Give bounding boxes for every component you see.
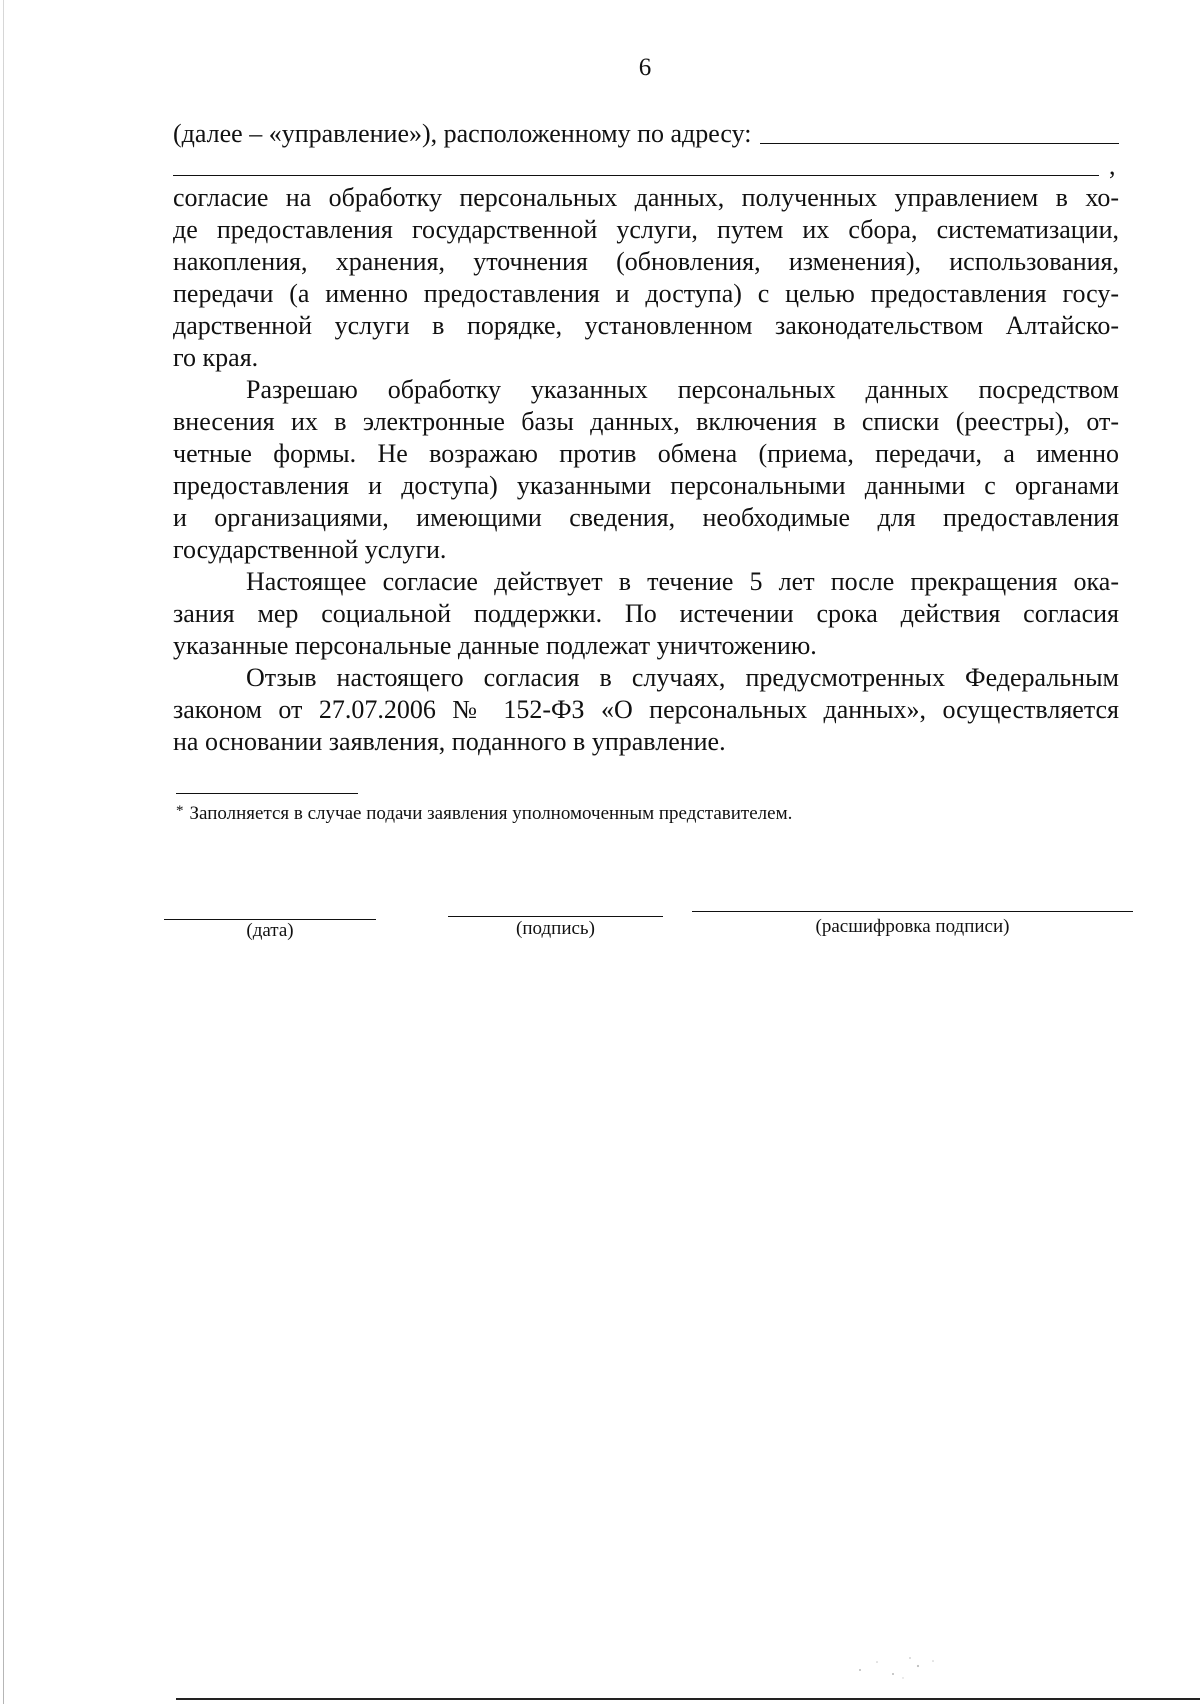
paragraph-line: Отзыв настоящего согласия в случаях, предусмотренных Федеральным xyxy=(246,663,1119,692)
address-comma: , xyxy=(1109,151,1116,180)
paragraph-line: указанные персональные данные подлежат уничтожению. xyxy=(173,631,817,660)
signature-label: (подпись) xyxy=(516,918,595,939)
paragraph-line: дарственной услуги в порядке, установленном законодательством Алтайско- xyxy=(173,311,1119,340)
scan-edge xyxy=(3,0,4,1704)
page-number: 6 xyxy=(638,54,652,81)
paragraph-line: де предоставления государственной услуги, путем их сбора, систематизации, xyxy=(173,215,1119,244)
paragraph-line: Разрешаю обработку указанных персональных данных посредством xyxy=(246,375,1119,404)
signature-decoding-line xyxy=(692,911,1133,912)
page-bottom-edge xyxy=(176,1698,1200,1700)
paragraph-line: внесения их в электронные базы данных, включения в списки (реестры), от- xyxy=(173,407,1119,436)
paragraph-line: и организациями, имеющими сведения, необходимые для предоставления xyxy=(173,503,1119,532)
paragraph-line: го края. xyxy=(173,343,259,372)
address-line xyxy=(173,118,1119,150)
paragraph-consent xyxy=(173,182,1119,374)
consent-body xyxy=(173,118,1119,758)
scan-specks xyxy=(855,1652,945,1682)
address-prefix: (далее – «управление»), расположенному по адресу: xyxy=(173,119,752,148)
paragraph-line: согласие на обработку персональных данных, полученных управлением в хо- xyxy=(173,183,1119,212)
address-line-continued xyxy=(173,150,1119,182)
address-blank-field xyxy=(760,142,1119,144)
paragraph-revocation xyxy=(173,662,1119,758)
paragraph-line: законом от 27.07.2006 № 152-ФЗ «О персональных данных», осуществляется xyxy=(173,695,1119,724)
paragraph-line: предоставления и доступа) указанными персональными данными с органами xyxy=(173,471,1119,500)
date-label: (дата) xyxy=(246,920,294,941)
paragraph-line: накопления, хранения, уточнения (обновления, изменения), использования, xyxy=(173,247,1119,276)
signature-line xyxy=(448,916,663,917)
paragraph-line: зания мер социальной поддержки. По истечении срока действия согласия xyxy=(173,599,1119,628)
footnote-separator xyxy=(176,793,358,794)
paragraph-validity-period xyxy=(173,566,1119,662)
paragraph-line: четные формы. Не возражаю против обмена (приема, передачи, а именно xyxy=(173,439,1119,468)
footnote-text: Заполняется в случае подачи заявления уполномоченным представителем. xyxy=(189,803,793,824)
footnote-marker: * xyxy=(176,803,184,819)
paragraph-line: государственной услуги. xyxy=(173,535,447,564)
paragraph-line: Настоящее согласие действует в течение 5 лет после прекращения ока- xyxy=(246,567,1119,596)
paragraph-line: на основании заявления, поданного в управление. xyxy=(173,727,726,756)
paragraph-processing-permission xyxy=(173,374,1119,566)
address-blank-field-2 xyxy=(173,175,1099,176)
signature-decoding-label: (расшифровка подписи) xyxy=(815,916,1010,937)
footnote xyxy=(176,798,792,827)
paragraph-line: передачи (а именно предоставления и доступа) с целью предоставления госу- xyxy=(173,279,1119,308)
